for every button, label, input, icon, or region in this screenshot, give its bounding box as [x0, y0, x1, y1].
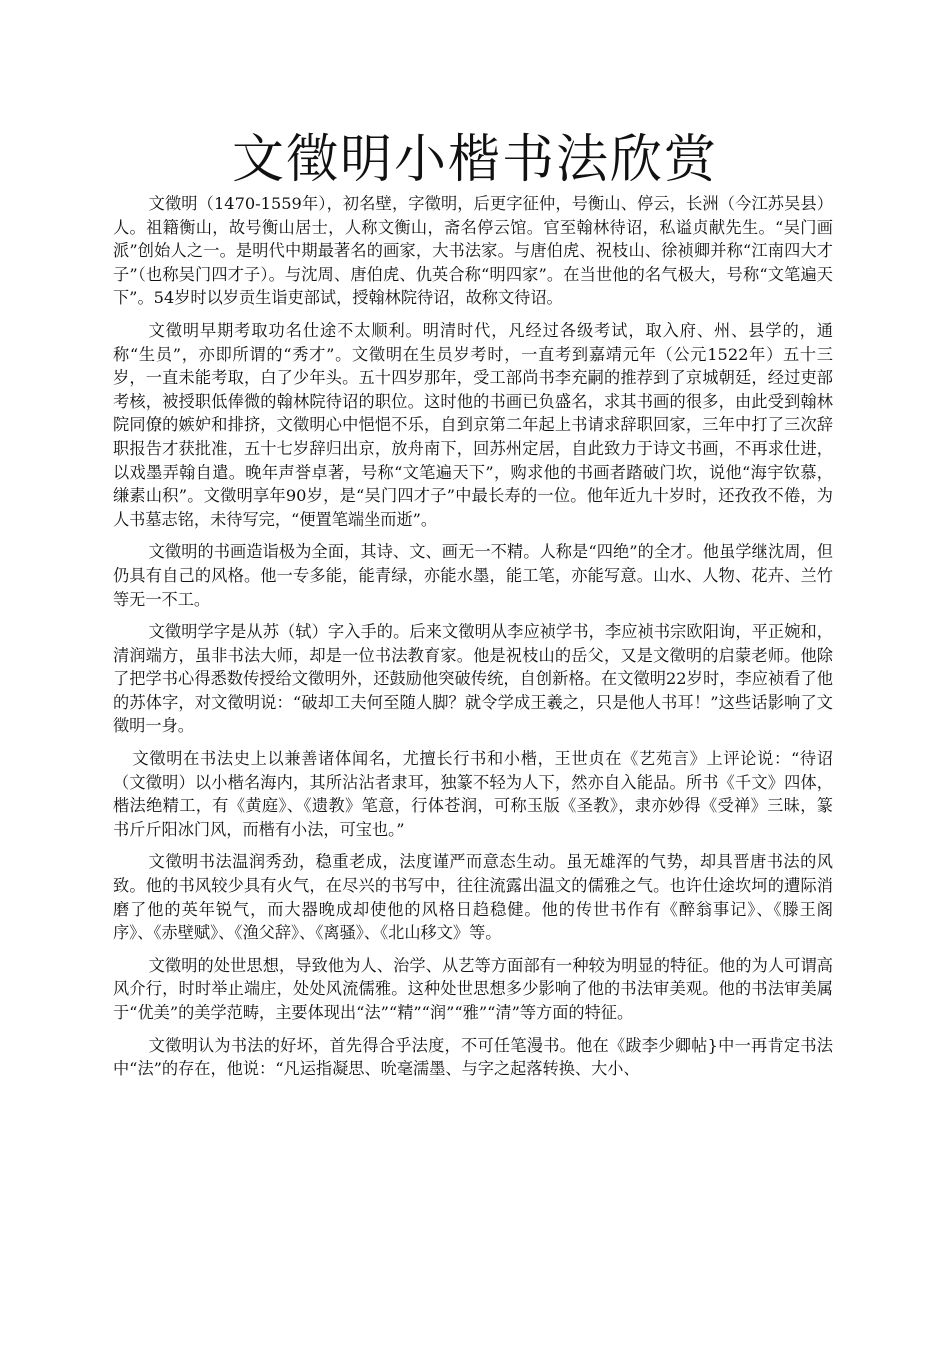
- paragraph-aesthetics: 文徵明的处世思想，导致他为人、治学、从艺等方面部有一种较为明显的特征。他的为人可谓高风介行，时时举止端庄，处处风流儒雅。这种处世思想多少影响了他的书法审美观。他的书法审美属于“优美”的美学范畴，主要体现出“法”“精”“润”“雅”“清”等方面的特征。: [113, 955, 833, 1022]
- paragraph-accomplishments: 文徵明的书画造诣极为全面，其诗、文、画无一不精。人称是“四绝”的全才。他虽学继沈周，但仍具有自己的风格。他一专多能，能青绿，亦能水墨，能工笔，亦能写意。山水、人物、花卉、兰竹等无一不工。: [113, 542, 833, 609]
- paragraph-biography: 文徵明（1470-1559年），初名壁，字徵明，后更字征仲，号衡山、停云，长洲（今江苏吴县）人。祖籍衡山，故号衡山居士，人称文衡山，斋名停云馆。官至翰林待诏，私谥贞献先生。“吴门画派”创始人之一。是明代中期最著名的画家，大书法家。与唐伯虎、祝枝山、徐祯卿并称“江南四大才子”（也称吴门四才子）。与沈周、唐伯虎、仇英合称“明四家”。在当世他的名气极大，号称“文笔遍天下”。54岁时以岁贡生诣吏部试，授翰林院待诏，故称文待诏。: [113, 194, 833, 308]
- document-body: [113, 192, 833, 1090]
- document-title: 文徵明小楷书法欣赏: [231, 130, 718, 190]
- paragraph-calligraphy-study: 文徵明学字是从苏（轼）字入手的。后来文徵明从李应祯学书，李应祯书宗欧阳询，平正婉和，清润端方，虽非书法大师，却是一位书法教育家。他是祝枝山的岳父，又是文徵明的启蒙老师。他除了把学书心得悉数传授给文徵明外，还鼓励他突破传统，自创新格。在文徵明22岁时，李应祯看了他的苏体字，对文徵明说：“破却工夫何至随人脚？就令学成王羲之，只是他人书耳！”这些话影响了文徵明一身。: [113, 622, 833, 736]
- paragraph-calligraphy-history: 文徵明在书法史上以兼善诸体闻名，尤擅长行书和小楷，王世贞在《艺苑言》上评论说：“待诏（文徵明）以小楷名海内，其所沾沾者隶耳，独篆不轻为人下，然亦自入能品。所书《千文》四体，楷法绝精工，有《黄庭》、《遗教》笔意，行体苍润，可称玉版《圣教》，隶亦妙得《受禅》三昧，篆书斤斤阳冰门风，而楷有小法，可宝也。”: [113, 749, 833, 839]
- paragraph-calligraphy-style: 文徵明书法温润秀劲，稳重老成，法度谨严而意态生动。虽无雄浑的气势，却具晋唐书法的风致。他的书风较少具有火气，在尽兴的书写中，往往流露出温文的儒雅之气。也许仕途坎坷的遭际消磨了他的英年锐气，而大器晚成却使他的风格日趋稳健。他的传世书作有《醉翁事记》、《滕王阁序》、《赤壁赋》、《渔父辞》、《离骚》、《北山移文》等。: [113, 852, 833, 943]
- paragraph-career: 文徵明早期考取功名仕途不太顺利。明清时代，凡经过各级考试，取入府、州、县学的，通称“生员”，亦即所谓的“秀才”。文徵明在生员岁考时，一直考到嘉靖元年（公元1522年）五十三岁，一直未能考取，白了少年头。五十四岁那年，受工部尚书李充嗣的推荐到了京城朝廷，经过吏部考核，被授职低俸微的翰林院待诏的职位。这时他的书画已负盛名，求其书画的很多，由此受到翰林院同僚的嫉妒和排挤，文徵明心中悒悒不乐，自到京第二年起上书请求辞职回家，三年中打了三次辞职报告才获批准，五十七岁辞归出京，放舟南下，回苏州定居，自此致力于诗文书画，不再求仕进，以戏墨弄翰自遣。晚年声誉卓著，号称“文笔遍天下”，购求他的书画者踏破门坎，说他“海宇钦慕，缣素山积”。文徵明享年90岁，是“吴门四才子”中最长寿的一位。他年近九十岁时，还孜孜不倦，为人书墓志铭，未待写完，“便置笔端坐而逝”。: [113, 320, 833, 529]
- paragraph-method: 文徵明认为书法的好坏，首先得合乎法度，不可任笔漫书。他在《跋李少卿帖}中一再肯定书法中“法”的存在，他说：“凡运指凝思、吮毫濡墨、与字之起落转换、大小、: [113, 1035, 833, 1079]
